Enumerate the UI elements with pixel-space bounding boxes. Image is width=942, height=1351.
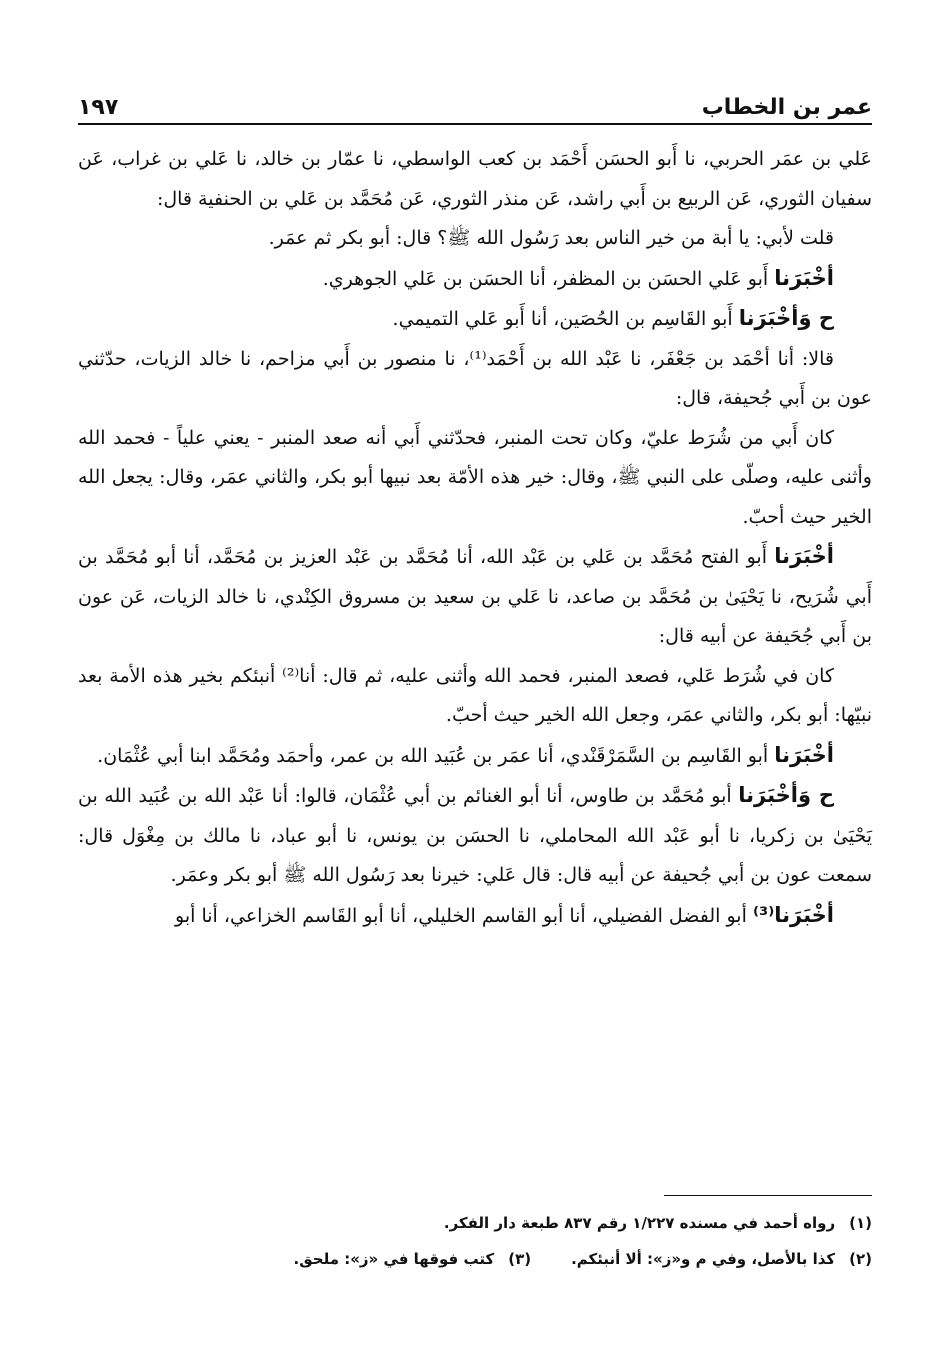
running-header xyxy=(78,78,872,120)
akhbarana-lead: ح وَأخْبَرَنا xyxy=(738,783,834,807)
page-number: ١٩٧ xyxy=(78,95,119,120)
paragraph-3-text: أَبو عَلي الحسَن بن المظفر، أنا الحسَن بن عَلي الجوهري. xyxy=(322,267,769,290)
akhbarana-lead: أخْبَرَنا xyxy=(774,742,834,767)
footnote-1 xyxy=(78,1205,872,1241)
paragraph-9-text: أبو القَاسِم بن السَّمَرْقَنْدي، أنا عمَر بن عُبَيد الله بن عمر، وأحمَد ومُحَمَّد ابنا أبي عُثْمَان. xyxy=(97,744,769,767)
footnote-text: كتب فوقها في «ز»: ملحق. xyxy=(293,1250,495,1268)
main-text xyxy=(78,140,872,936)
akhbarana-lead: أخْبَرَنا xyxy=(774,265,834,290)
paragraph-1: عَلي بن عمَر الحربي، نا أَبو الحسَن أَحْمَد بن كعب الواسطي، نا عمّار بن خالد، نا عَلي بن غراب، عَن سفيان الثوري، عَن الربيع بن أَبي راشد، عَن منذر الثوري، عَن مُحَمَّد بن عَلي بن الحنفية قال: xyxy=(78,148,872,210)
footnote-item xyxy=(444,1205,872,1241)
paragraph-10-text: أبو مُحَمَّد بن طاوس، أنا أبو الغنائم بن أبي عُثْمَان، قالوا: أنا عَبْد الله بن عُبَيد الله بن يَحْيَىٰ بن زكريا، نا أبو عَبْد الله المحاملي، نا الحسَن بن يونس، نا أبو عباد، نا مالك بن مِغْوَل قال: سمعت عون بن أبي جُحيفة عن أبيه قال: قال عَلي: خيرنا بعد رَسُول الله ﷺ أبو بكر وعمَر. xyxy=(78,785,872,886)
paragraph-7-text: أَبو الفتح مُحَمَّد بن عَلي بن عَبْد الله، أنا مُحَمَّد بن عَبْد العزيز بن مُحَمَّد، أنا أبو مُحَمَّد بن أَبي شُرَيح، نا يَحْيَىٰ بن مُحَمَّد بن صاعد، نا عَلي بن سعيد بن مسروق الكِنْدي، نا خالد الزيات، عَن عون بن أَبي جُحَيفة عن أبيه قال: xyxy=(78,546,872,647)
paragraph-7 xyxy=(78,537,872,657)
paragraph-11 xyxy=(78,896,872,937)
paragraph-4 xyxy=(78,299,872,340)
paragraph-6: كان أَبي من شُرَط عليّ، وكان تحت المنبر، فحدّثني أَبي أنه صعد المنبر - يعني علياً - فحمد الله وأثنى عليه، وصلّى على النبي ﷺ، وقال: خير هذه الأمّة بعد نبيها أبو بكر، والثاني عمَر، وقال: يجعل الله الخير حيث أحبّ. xyxy=(78,426,872,528)
footnote-text: رواه أحمد في مسنده ١/٢٢٧ رقم ٨٣٧ طبعة دار الفكر. xyxy=(443,1214,836,1232)
paragraph-3 xyxy=(78,259,872,300)
footnote-number: (٣) xyxy=(508,1250,532,1268)
paragraph-9 xyxy=(78,736,872,777)
footnote-rule xyxy=(664,1195,872,1196)
footnote-text: كذا بالأصل، وفي م و«ز»: ألا أنبئكم. xyxy=(571,1250,836,1268)
paragraph-10 xyxy=(78,776,872,896)
footnote-2-3 xyxy=(78,1241,872,1277)
footnote-number: (١) xyxy=(849,1214,872,1232)
akhbarana-lead: ح وَأخْبَرَنا xyxy=(738,306,834,330)
paragraph-4-text: أَبو القَاسِم بن الحُصَين، أنا أَبو عَلي التميمي. xyxy=(392,308,733,330)
footnote-item xyxy=(571,1241,872,1277)
footnote-number: (٢) xyxy=(849,1250,872,1268)
footnotes xyxy=(78,1205,872,1277)
paragraph-8: كان في شُرَط عَلي، فصعد المنبر، فحمد الله وأثنى عليه، ثم قال: أنا⁽²⁾ أنبئكم بخير هذه الأمة بعد نبيّها: أبو بكر، والثاني عمَر، وجعل الله الخير حيث أحبّ. xyxy=(78,664,872,726)
akhbarana-lead: أخْبَرَنا⁽³⁾ xyxy=(752,902,834,927)
paragraph-11-text: أبو الفضل الفضيلي، أنا أبو القاسم الخليلي، أنا أبو القَاسم الخزاعي، أنا أبو xyxy=(175,904,747,927)
akhbarana-lead: أخْبَرَنا xyxy=(774,544,834,568)
header-title: عمر بن الخطاب xyxy=(701,95,872,120)
header-rule xyxy=(78,123,872,125)
paragraph-5: قالا: أنا أحْمَد بن جَعْفَر، نا عَبْد الله بن أَحْمَد⁽¹⁾، نا منصور بن أَبي مزاحم، نا خالد الزيات، حدّثني عون بن أَبي جُحيفة، قال: xyxy=(78,347,872,409)
footnote-item xyxy=(294,1241,532,1277)
paragraph-2: قلت لأبي: يا أبة من خير الناس بعد رَسُول الله ﷺ؟ قال: أبو بكر ثم عمَر. xyxy=(268,227,834,249)
